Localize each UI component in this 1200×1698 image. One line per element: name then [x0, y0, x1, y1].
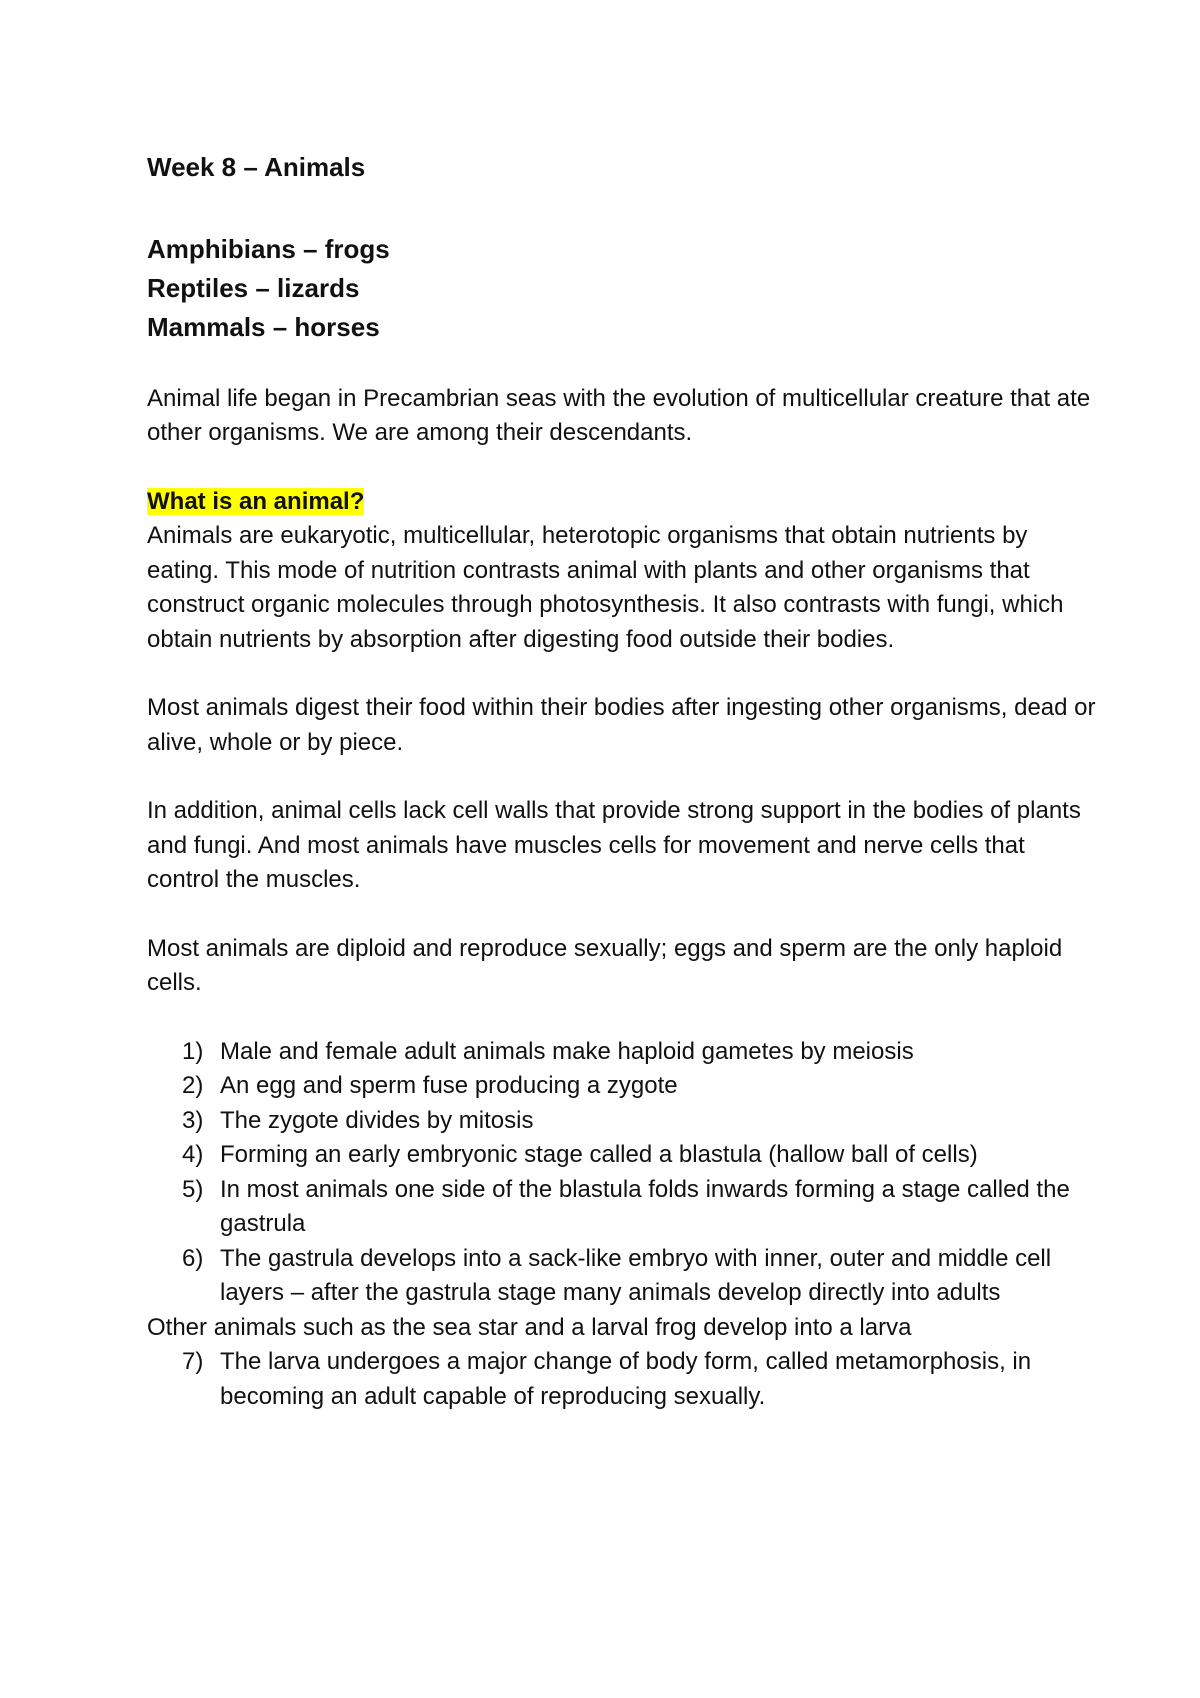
page-title: Week 8 – Animals [147, 152, 366, 182]
list-item: 1) Male and female adult animals make haploid gametes by meiosis [182, 1037, 914, 1065]
metamorphosis-step [147, 1345, 1097, 1414]
digestion-paragraph: Most animals digest their food within their bodies after ingesting other organisms, dead or alive, whole or by piece. [147, 694, 1096, 756]
group-mammals: Mammals – horses [147, 311, 380, 342]
list-item: 3) The zygote divides by mitosis [182, 1106, 534, 1134]
list-item: 7) The larva undergoes a major change of body form, called metamorphosis, in becoming an adult capable of reproducing sexually. [182, 1348, 1032, 1410]
highlighted-heading: What is an animal? [147, 487, 365, 515]
list-item: 6) The gastrula develops into a sack-like embryo with inner, outer and middle cell layers – after the gastrula stage many animals develop directly into adults [182, 1244, 1052, 1306]
intro-paragraph: Animal life began in Precambrian seas with the evolution of multicellular creature that ate other organisms. We are among their descendants. [147, 384, 1091, 446]
document-body [147, 150, 1097, 1414]
question-heading [147, 485, 1097, 520]
definition-paragraph: Animals are eukaryotic, multicellular, heterotopic organisms that obtain nutrients by eating. This mode of nutrition contrasts animal with plants and other organisms that construct organic molecules through photosynthesis. It also contrasts with fungi, which obtain nutrients by absorption after digesting food outside their bodies. [147, 522, 1064, 653]
reproduction-paragraph: Most animals are diploid and reproduce sexually; eggs and sperm are the only haploid cells. [147, 934, 1063, 996]
reproduction-steps [147, 1035, 1097, 1311]
list-item: 4) Forming an early embryonic stage called a blastula (hallow ball of cells) [182, 1141, 978, 1168]
other-animals-line: Other animals such as the sea star and a larval frog develop into a larva [147, 1313, 912, 1341]
group-amphibians: Amphibians – frogs [147, 233, 390, 264]
animal-groups [147, 230, 1097, 347]
cells-paragraph: In addition, animal cells lack cell walls that provide strong support in the bodies of plants and fungi. And most animals have muscles cells for movement and nerve cells that control the muscles. [147, 797, 1081, 893]
group-reptiles: Reptiles – lizards [147, 272, 360, 303]
list-item: 2) An egg and sperm fuse producing a zygote [182, 1072, 678, 1099]
list-item: 5) In most animals one side of the blastula folds inwards forming a stage called the gastrula [182, 1175, 1070, 1237]
